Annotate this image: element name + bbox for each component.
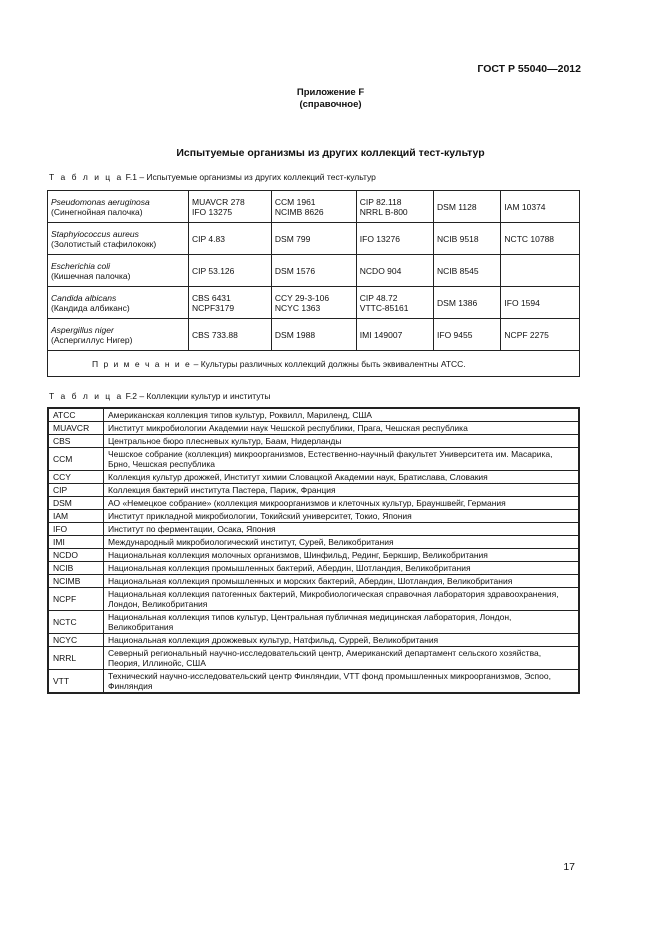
collection-description: Институт по ферментации, Осака, Япония (104, 523, 580, 536)
strain-cell (501, 191, 580, 223)
strain-cell (189, 287, 272, 319)
table2-caption (49, 391, 271, 401)
section-title: Испытуемые организмы из других коллекций тест-культур (176, 147, 485, 159)
collection-description: Технический научно-исследовательский центр Финляндии, VTT фонд промышленных микроорганизмов, Эспоо, Финляндия (104, 670, 580, 694)
strain-cell (189, 223, 272, 255)
organism-name-cell (48, 223, 189, 255)
strain-cell (271, 223, 356, 255)
strain-code: DSM 1386 (437, 297, 478, 308)
organism-row (48, 191, 580, 223)
collection-description: Национальная коллекция патогенных бактерий, Микробиологическая справочная лаборатория здравоохранения, Лондон, Великобритания (104, 588, 580, 611)
strain-cell (356, 287, 433, 319)
strain-cell (501, 287, 580, 319)
collection-code: NCDO (48, 549, 104, 562)
strain-cell (271, 319, 356, 351)
strain-code: IFO 9455 (437, 329, 473, 340)
strain-cell (356, 319, 433, 351)
collection-description: Институт прикладной микробиологии, Токийский университет, Токио, Япония (104, 510, 580, 523)
table-note (48, 351, 580, 377)
page-number: 17 (563, 861, 575, 873)
organisms-table (47, 190, 580, 377)
strain-code: DSM 799 (274, 233, 311, 244)
collection-row (48, 647, 579, 670)
strain-cell (189, 255, 272, 287)
strain-cell (501, 223, 580, 255)
strain-cell (501, 319, 580, 351)
organism-row (48, 319, 580, 351)
table2-caption-label: Т а б л и ц а (49, 391, 124, 401)
organism-row (48, 255, 580, 287)
collection-code: NCIB (48, 562, 104, 575)
strain-cell (434, 223, 501, 255)
common-name: (Синегнойная палочка) (51, 206, 143, 217)
collection-row (48, 536, 579, 549)
strain-cell (434, 319, 501, 351)
collection-row (48, 497, 579, 510)
strain-code: NCTC 10788 (504, 233, 555, 244)
strain-code: IFO 13276 (359, 233, 400, 244)
strain-cell (189, 191, 272, 223)
collection-code: IMI (48, 536, 104, 549)
organism-name-cell (48, 191, 189, 223)
collection-description: Национальная коллекция промышленных и морских бактерий, Абердин, Шотландия, Великобритания (104, 575, 580, 588)
note-row (48, 351, 580, 377)
strain-cell (434, 191, 501, 223)
organism-name-cell (48, 287, 189, 319)
strain-cell (356, 255, 433, 287)
strain-code: CCY 29-3-106 (274, 292, 330, 303)
strain-cell (356, 191, 433, 223)
collection-code: NCIMB (48, 575, 104, 588)
collection-description: Национальная коллекция типов культур, Центральная публичная медицинская лаборатория, Лондон, Великобритания (104, 611, 580, 634)
appendix-subtitle: (справочное) (299, 99, 362, 110)
collection-code: IFO (48, 523, 104, 536)
collection-row (48, 448, 579, 471)
collection-description: Международный микробиологический институт, Сурей, Великобритания (104, 536, 580, 549)
collection-code: VTT (48, 670, 104, 694)
strain-code: VTTC-85161 (359, 302, 409, 313)
collection-code: CIP (48, 484, 104, 497)
strain-code: CCM 1961 (274, 196, 316, 207)
scientific-name: Staphyiococcus aureus (51, 228, 139, 239)
collection-code: NCYC (48, 634, 104, 647)
collection-code: NRRL (48, 647, 104, 670)
common-name: (Золотистый стафилококк) (51, 238, 157, 249)
organism-row (48, 223, 580, 255)
scientific-name: Pseudomonas aeruginosa (51, 196, 150, 207)
collection-row (48, 611, 579, 634)
collection-description: Национальная коллекция дрожжевых культур, Натфильд, Суррей, Великобритания (104, 634, 580, 647)
collection-description: Национальная коллекция промышленных бактерий, Абердин, Шотландия, Великобритания (104, 562, 580, 575)
collection-row (48, 549, 579, 562)
strain-code: CIP 4.83 (192, 233, 225, 244)
note-text: – Культуры различных коллекций должны быть эквивалентны АТСС. (191, 358, 466, 369)
collection-row (48, 523, 579, 536)
strain-code: IMI 149007 (359, 329, 403, 340)
collection-code: DSM (48, 497, 104, 510)
strain-code: DSM 1128 (437, 201, 477, 212)
collection-code: CBS (48, 435, 104, 448)
collection-row (48, 408, 579, 422)
collection-row (48, 562, 579, 575)
strain-code: NCIB 8545 (437, 265, 479, 276)
strain-cell (501, 255, 580, 287)
scientific-name: Aspergillus niger (51, 324, 114, 335)
collection-row (48, 422, 579, 435)
common-name: (Аспергиллус Нигер) (51, 334, 133, 345)
collection-code: MUAVCR (48, 422, 104, 435)
collection-description: Коллекция бактерий института Пастера, Париж, Франция (104, 484, 580, 497)
scientific-name: Escherichia coli (51, 260, 111, 271)
appendix-title: Приложение F (296, 87, 365, 98)
strain-code: NRRL B-800 (359, 206, 408, 217)
collections-table (47, 407, 580, 694)
collection-code: NCTC (48, 611, 104, 634)
collection-row (48, 575, 579, 588)
collection-row (48, 471, 579, 484)
collection-row (48, 484, 579, 497)
strain-code: IAM 10374 (504, 201, 546, 212)
collection-code: IAM (48, 510, 104, 523)
collection-row (48, 435, 579, 448)
table2-caption-text: F.2 – Коллекции культур и институты (125, 391, 271, 401)
collection-row (48, 634, 579, 647)
collection-code: CCY (48, 471, 104, 484)
scientific-name: Candida albicans (51, 292, 117, 303)
note-label: П р и м е ч а н и е (92, 358, 192, 369)
strain-code: NCIMB 8626 (274, 206, 324, 217)
table1-caption-label: Т а б л и ц а (49, 172, 124, 182)
document-code: ГОСТ Р 55040—2012 (477, 63, 581, 75)
strain-code: IFO 13275 (192, 206, 233, 217)
strain-code: CBS 6431 (192, 292, 231, 303)
strain-cell (271, 191, 356, 223)
table1-caption-text: F.1 – Испытуемые организмы из других коллекций тест-культур (125, 172, 376, 182)
collection-row (48, 588, 579, 611)
strain-code: NCPF3179 (192, 302, 235, 313)
collection-code: CCM (48, 448, 104, 471)
strain-code: NCPF 2275 (504, 329, 549, 340)
strain-cell (271, 287, 356, 319)
strain-code: NCYC 1363 (274, 302, 321, 313)
collection-description: Центральное бюро плесневых культур, Баам, Нидерланды (104, 435, 580, 448)
collection-description: Северный региональный научно-исследовательский центр, Американский департамент сельского хозяйства, Пеория, Иллинойс, США (104, 647, 580, 670)
collection-code: NCPF (48, 588, 104, 611)
common-name: (Кандида албиканс) (51, 302, 130, 313)
strain-code: DSM 1988 (274, 329, 316, 340)
strain-cell (434, 287, 501, 319)
organism-row (48, 287, 580, 319)
strain-code: CIP 53.126 (192, 265, 235, 276)
strain-cell (271, 255, 356, 287)
strain-code: MUAVCR 278 (192, 196, 245, 207)
strain-code: NCIB 9518 (437, 233, 479, 244)
organism-name-cell (48, 255, 189, 287)
strain-code: IFO 1594 (504, 297, 540, 308)
strain-code: CBS 733.88 (192, 329, 238, 340)
table1-caption (49, 172, 376, 182)
collection-description: Коллекция культур дрожжей, Институт химии Словацкой Академии наук, Братислава, Словакия (104, 471, 580, 484)
strain-cell (189, 319, 272, 351)
strain-code: CIP 48.72 (359, 292, 398, 303)
collection-row (48, 510, 579, 523)
strain-code: NCDO 904 (359, 265, 402, 276)
collection-description: Национальная коллекция молочных организмов, Шинфильд, Рединг, Беркшир, Великобритания (104, 549, 580, 562)
collection-description: Чешское собрание (коллекция) микроорганизмов, Естественно-научный факультет Университета им. Масарика, Брно, Чешская республика (104, 448, 580, 471)
collection-description: Американская коллекция типов культур, Роквилл, Мариленд, США (104, 408, 580, 422)
common-name: (Кишечная палочка) (51, 270, 131, 281)
strain-code: CIP 82.118 (359, 196, 402, 207)
organism-name-cell (48, 319, 189, 351)
strain-cell (356, 223, 433, 255)
collection-row (48, 670, 579, 694)
collection-description: Институт микробиологии Академии наук Чешской республики, Прага, Чешская республика (104, 422, 580, 435)
collection-description: АО «Немецкое собрание» (коллекция микроорганизмов и клеточных культур, Брауншвейг, Германия (104, 497, 580, 510)
collection-code: ATCC (48, 408, 104, 422)
strain-cell (434, 255, 501, 287)
strain-code: DSM 1576 (274, 265, 316, 276)
